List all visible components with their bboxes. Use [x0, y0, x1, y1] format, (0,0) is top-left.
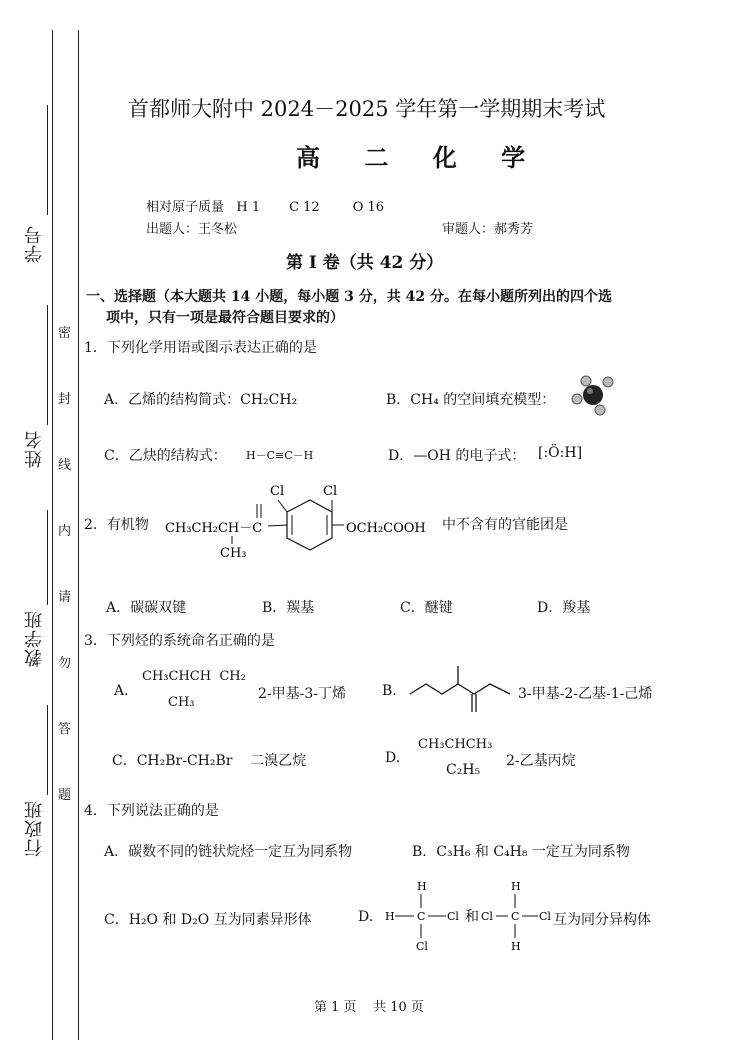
q4-cl-bottom-1: Cl — [416, 940, 428, 953]
q4-h-top-2: H — [511, 880, 521, 893]
q2-left-group: CH₃CH₂CH－C — [165, 521, 263, 536]
q3-b-name: 3-甲基-2-乙基-1-己烯 — [518, 686, 653, 702]
name-blank — [47, 305, 48, 425]
seal-char: 内 — [58, 524, 72, 539]
seal-char: 答 — [58, 722, 72, 737]
seal-char: 勿 — [58, 656, 72, 671]
seal-char: 线 — [58, 458, 72, 473]
q4-d-structures — [380, 876, 580, 956]
q4-cl-right-1: Cl — [447, 910, 459, 923]
volume-title: 第 I 卷（共 42 分） — [286, 253, 444, 273]
q3-stem: 3．下列烃的系统命名正确的是 — [84, 633, 275, 649]
q3-d-sub: C₂H₅ — [446, 762, 481, 778]
seal-char: 密 — [58, 326, 72, 341]
q2-stem: 2．有机物 — [84, 517, 149, 533]
methane-model-icon — [570, 372, 620, 418]
side-label-class: 教学班 — [24, 610, 45, 667]
author: 出题人：王冬松 — [146, 222, 238, 237]
q2-cl1: Cl — [270, 484, 285, 499]
q2-ring-sub: OCH₂COOH — [346, 521, 426, 536]
q3-d-formula: CH₃CHCH₃ — [418, 737, 493, 752]
margin-line-right — [78, 30, 79, 1040]
q2-methyl: CH₃ — [220, 546, 247, 561]
class-blank — [47, 510, 48, 605]
reviewer: 审题人：郝秀芳 — [442, 222, 534, 237]
q4-option-a: A．碳数不同的链状烷烃一定互为同系物 — [104, 844, 353, 860]
admin-class-blank — [47, 705, 48, 795]
q4-h-left-1: H — [385, 910, 395, 923]
q4-option-c: C．H₂O 和 D₂O 互为同素异形体 — [104, 912, 312, 928]
subject-title: 高 二 化 学 — [296, 143, 544, 172]
q2-option-b: B．羰基 — [262, 600, 315, 616]
q2-option-c: C．醚键 — [400, 600, 453, 616]
student-id-blank — [47, 105, 48, 215]
q1-option-d-formula: [:Ö:H] — [538, 445, 583, 461]
q3-a-name: 2-甲基-3-丁烯 — [258, 686, 347, 702]
q1-stem: 1．下列化学用语或图示表达正确的是 — [84, 340, 317, 356]
q4-h-bottom-2: H — [511, 940, 521, 953]
q4-h-top-1: H — [417, 880, 427, 893]
q4-stem: 4．下列说法正确的是 — [84, 803, 219, 819]
q3-d-label: D. — [385, 750, 401, 766]
q2-option-a: A．碳碳双键 — [106, 600, 187, 616]
q3-a-formula: CH₃CHCH CH₂ — [142, 669, 246, 684]
q3-a-label: A. — [114, 683, 129, 699]
q1-option-b: B．CH₄ 的空间填充模型： — [386, 392, 556, 408]
q4-d-tail: 互为同分异构体 — [553, 912, 651, 928]
seal-char: 请 — [58, 590, 72, 605]
side-label-name: 姓名 — [24, 430, 45, 468]
margin-line-left — [52, 30, 53, 1040]
section-heading: 一、选择题（本大题共 14 小题，每小题 3 分，共 42 分。在每小题所列出的四个选 — [86, 289, 612, 305]
q2-cl2: Cl — [323, 484, 338, 499]
q3-b-skeleton — [408, 660, 516, 716]
atomic-mass: 相对原子质量 H 1 C 12 O 16 — [146, 200, 385, 215]
side-label-admin-class: 行政班 — [24, 800, 45, 857]
section-heading-cont: 项中，只有一项是最符合题目要求的） — [106, 310, 344, 326]
q3-d-name: 2-乙基丙烷 — [506, 753, 576, 769]
q1-option-c-formula: H－C≡C－H — [246, 449, 314, 462]
q4-c-2: C — [511, 910, 520, 923]
q3-a-sub: CH₃ — [168, 695, 195, 710]
q1-option-d: D．—OH 的电子式： — [388, 448, 526, 464]
q4-d-label: D. — [358, 909, 374, 925]
seal-char: 封 — [58, 392, 72, 407]
q1-option-c: C．乙炔的结构式： — [104, 448, 227, 464]
side-label-student-id: 学号 — [24, 225, 45, 263]
q4-cl-left-2: Cl — [481, 910, 493, 923]
q2-tail: 中不含有的官能团是 — [442, 517, 568, 533]
q3-option-c: C．CH₂Br-CH₂Br 二溴乙烷 — [112, 753, 307, 769]
seal-char: 题 — [58, 788, 72, 803]
page-footer: 第 1 页 共 10 页 — [314, 1000, 424, 1015]
q4-option-b: B．C₃H₆ 和 C₄H₈ 一定互为同系物 — [412, 844, 630, 860]
q4-cl-right-2: Cl — [539, 910, 551, 923]
q2-structure — [160, 478, 440, 568]
exam-title: 首都师大附中 2024－2025 学年第一学期期末考试 — [128, 97, 606, 121]
q1-option-a: A．乙烯的结构简式：CH₂CH₂ — [104, 392, 298, 408]
q2-option-d: D．羧基 — [537, 600, 591, 616]
q4-c-1: C — [417, 910, 426, 923]
q4-and: 和 — [465, 909, 479, 925]
q3-b-label: B. — [382, 683, 397, 699]
